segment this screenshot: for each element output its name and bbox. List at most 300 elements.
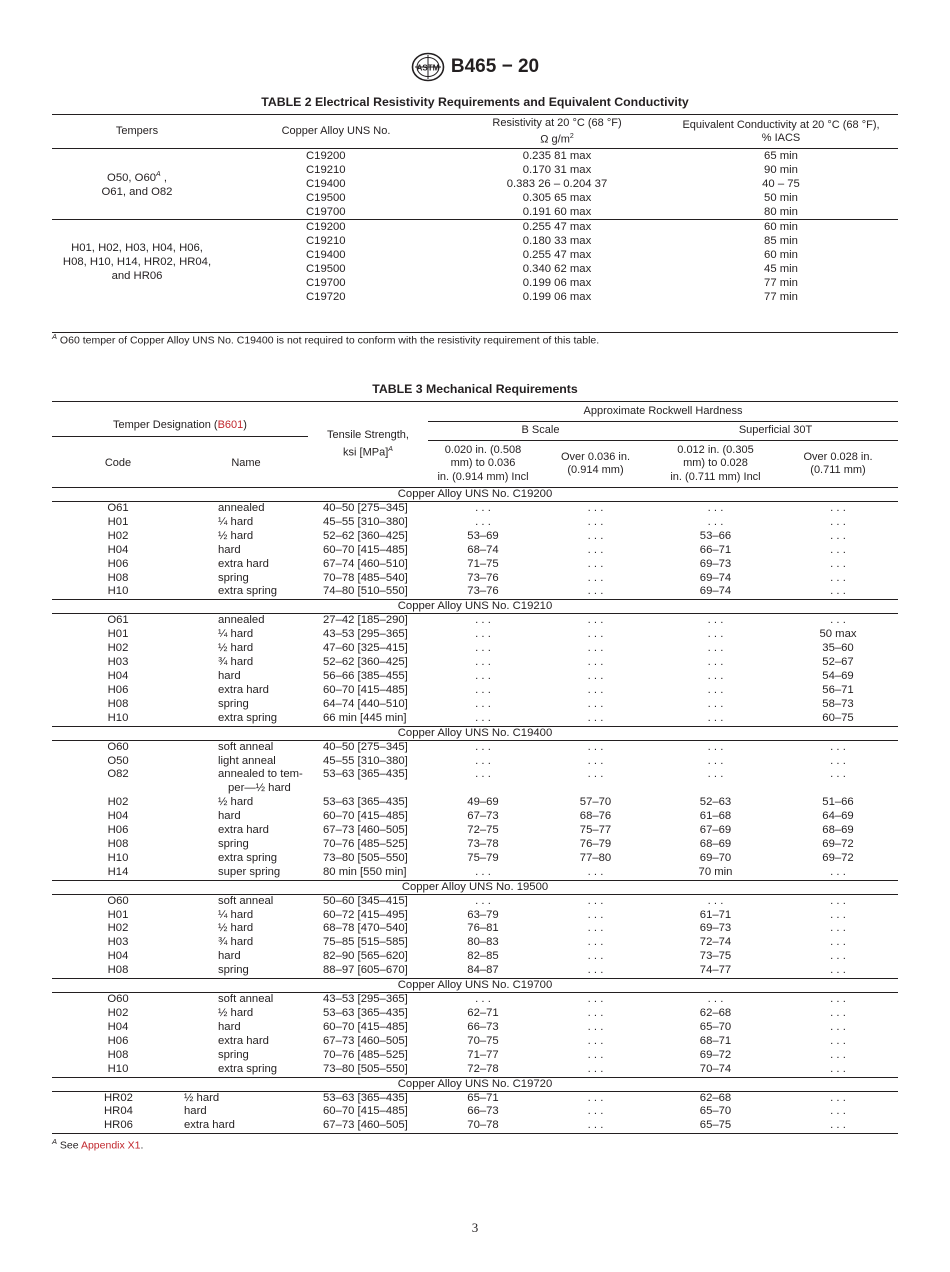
t3-tensile-cell: 60–70 [415–485] [323,810,408,823]
t3-tensile-cell: 52–62 [360–425] [323,529,408,542]
t3-tensile-cell: 47–60 [325–415] [323,642,408,655]
t3-code-cell: H02 [107,1007,129,1019]
t3-bscale-2-cell: . . . [587,1034,604,1047]
t3-tensile-cell: 67–73 [460–505] [323,1034,408,1047]
t3-30t-1-cell: 66–71 [699,543,732,556]
t3-30t-2-cell: . . . [830,543,846,556]
t3-name-cell: extra spring [218,1062,278,1075]
t3-row [52,950,898,964]
t3-name-cell: ½ hard [218,922,254,935]
t3-name-cell: ½ hard [218,529,254,542]
t3-name-cell: extra hard [218,1034,269,1047]
t3-header-code: Code [104,457,132,469]
t3-bscale-2-cell: . . . [587,1020,604,1033]
t3-name-cell: light anneal [218,754,276,767]
t3-name-cell: ¼ hard [218,908,254,921]
t3-30t-1-cell: 68–71 [699,1034,732,1047]
t3-name-cell: spring [218,837,249,850]
t3-tensile-cell: 45–55 [310–380] [323,515,408,528]
t3-row [52,964,898,978]
t3-30t-2-cell: . . . [830,1020,846,1033]
t2-conductivity-cell: 77 min [764,290,798,303]
t2-uns-cell: C19720 [306,290,346,303]
t3-30t-1-cell: 65–70 [699,1105,732,1118]
t3-code-cell: H03 [107,656,129,669]
t3-code-cell: H02 [107,529,129,542]
t3-code-cell: H01 [107,628,129,641]
t3-bscale-2-cell: . . . [587,993,604,1006]
t3-section-header [52,726,898,740]
t3-name-cell: hard [218,950,241,963]
t3-30t-1-cell: 69–73 [699,922,732,935]
t3-tensile-cell: 70–76 [485–525] [323,1048,408,1061]
t3-bscale-2-cell: . . . [587,697,604,710]
t3-30t-2-cell: . . . [830,936,846,949]
t3-bscale-1-cell: 53–69 [467,529,499,542]
t3-30t-1-cell: 67–69 [699,824,732,837]
t3-tensile-cell: 40–50 [275–345] [323,740,408,753]
t2-conductivity-cell: 65 min [764,149,798,162]
t3-code-cell: H06 [107,824,129,837]
t3-row [52,852,898,866]
t3-row [52,1105,898,1119]
t3-tensile-cell: 53–63 [365–435] [323,796,408,809]
t3-name-cell: annealed [218,502,265,514]
t3-30t-2-cell: . . . [830,908,846,921]
t3-name-cell: hard [218,810,241,823]
t3-code-cell: H08 [107,964,129,977]
t3-bscale-1-cell: . . . [475,740,491,753]
t3-bscale-2-cell: . . . [587,557,604,570]
t2-resistivity-cell: 0.340 62 max [522,262,592,275]
t3-30t-1-cell: . . . [707,669,724,682]
t3-code-cell: O60 [107,894,129,907]
t3-row [52,656,898,670]
t3-code-cell: H04 [107,1020,129,1033]
page-number: 3 [471,1220,479,1235]
t3-30t-2-cell: . . . [830,993,846,1006]
t3-30t-1-cell: . . . [707,993,724,1006]
t3-row [52,1119,898,1133]
t3-30t-2-cell: . . . [830,1105,846,1118]
t3-row [52,1035,898,1049]
t3-30t-2-cell: 69–72 [822,851,854,864]
t3-tensile-cell: 60–70 [415–485] [323,543,408,556]
t3-section-title: Copper Alloy UNS No. 19500 [52,880,898,894]
t3-tensile-cell: 67–73 [460–505] [323,1119,408,1132]
t3-name-cell: ½ hard [184,1091,220,1104]
t3-tensile-cell: 43–53 [295–365] [323,993,408,1006]
t3-30t-1-cell: 72–74 [699,936,732,949]
t3-bscale-2-cell: . . . [587,1062,604,1075]
t3-row [52,1091,898,1105]
t3-bscale-2-cell: . . . [587,1091,604,1104]
t3-tensile-cell: 27–42 [185–290] [323,614,408,627]
t3-row [52,642,898,656]
t3-30t-2-cell: 58–73 [822,697,854,710]
t3-bscale-1-cell: . . . [475,628,491,641]
t3-bscale-1-cell: . . . [475,683,491,696]
t3-code-cell: O60 [107,993,129,1006]
t3-bscale-1-cell: . . . [475,515,491,528]
t3-row [52,824,898,838]
t3-code-cell: H02 [107,922,129,935]
t3-row [52,740,898,754]
t3-30t-1-cell: . . . [707,754,724,767]
t3-header-name: Name [231,457,261,469]
t3-30t-1-cell: 70–74 [699,1062,732,1075]
t3-name-cell: hard [218,1020,241,1033]
t3-tensile-cell: 68–78 [470–540] [323,922,408,935]
t3-bscale-1-cell: 82–85 [467,950,499,963]
t3-name-cell: extra spring [218,851,278,864]
t3-30t-2-cell: . . . [830,865,846,878]
t3-bscale-1-cell: 65–71 [467,1091,499,1104]
t3-name-cell: ¾ hard [218,936,254,949]
t2-uns-cell: C19500 [306,262,346,275]
t2-uns-cell: C19200 [306,149,346,162]
t3-30t-2-cell: . . . [830,557,846,570]
t3-row [52,838,898,852]
t3-30t-2-cell: . . . [830,894,846,907]
t3-name-cell: ¼ hard [218,515,254,528]
t3-section-title: Copper Alloy UNS No. C19720 [52,1077,898,1091]
t3-tensile-cell: 64–74 [440–510] [323,697,408,710]
t3-name-cell: spring [218,571,249,584]
t3-30t-1-cell: . . . [707,614,724,627]
t3-code-cell: H08 [107,571,129,584]
t3-30t-2-cell: . . . [830,740,846,753]
t3-bscale-2-cell: . . . [587,711,604,724]
t3-bscale-1-cell: . . . [475,642,491,655]
t3-30t-2-cell: . . . [830,529,846,542]
t3-bscale-1-cell: . . . [475,865,491,878]
t2-row [52,148,898,163]
t3-name-cell: annealed [218,614,265,627]
table2-electrical-resistivity [52,114,898,333]
t3-bscale-2-cell: . . . [587,1048,604,1061]
t3-bscale-1-cell: 84–87 [467,964,499,977]
t3-bscale-1-cell: 66–73 [467,1020,499,1033]
t3-row [52,614,898,628]
t3-section-title: Copper Alloy UNS No. C19200 [52,488,898,502]
t3-header-b1: 0.020 in. (0.508 mm) to 0.036 in. (0.914 mm) Incl [437,443,529,483]
t3-section-title: Copper Alloy UNS No. C19400 [52,726,898,740]
t3-tensile-cell: 75–85 [515–585] [323,936,408,949]
t3-30t-2-cell: 52–67 [822,656,854,669]
t3-30t-2-cell: . . . [830,1034,846,1047]
t3-row [52,516,898,530]
t3-name-cell: extra hard [218,824,269,837]
t3-code-cell: H04 [107,950,129,963]
t3-code-cell: H08 [107,837,129,850]
t3-30t-1-cell: 69–74 [699,585,732,598]
t3-code-cell: H02 [107,796,129,809]
table2-footnote: $^A$ O60 temper of Copper Alloy UNS No. C19400 is not required to conform with the resistivity requirement of this table. [52,332,600,347]
t3-tensile-cell: 45–55 [310–380] [323,754,408,767]
t3-row [52,544,898,558]
t3-30t-1-cell: 62–68 [699,1007,732,1019]
t3-30t-2-cell: . . . [830,1091,846,1104]
t3-code-cell: H06 [107,1034,129,1047]
t3-bscale-1-cell: 73–76 [467,585,499,598]
t3-bscale-1-cell: 72–75 [467,824,499,837]
t3-bscale-1-cell: . . . [475,894,491,907]
t3-code-cell: H04 [107,669,129,682]
t3-row [52,810,898,824]
t3-tensile-cell: 67–73 [460–505] [323,824,408,837]
t3-30t-2-cell: . . . [830,754,846,767]
t3-30t-1-cell: 61–68 [699,810,732,823]
t3-30t-1-cell: 73–75 [699,950,732,963]
t3-row [52,909,898,923]
t3-bscale-2-cell: . . . [587,964,604,977]
t3-30t-1-cell: 65–70 [699,1020,732,1033]
t3-bscale-2-cell: . . . [587,908,604,921]
t3-bscale-1-cell: . . . [475,502,491,514]
t3-code-cell: H06 [107,557,129,570]
appendix-x1-link[interactable]: Appendix X1 [80,1139,141,1152]
t3-bscale-1-cell: . . . [475,656,491,669]
t3-tensile-cell: 53–63 [365–435] [323,768,408,781]
t2-resistivity-cell: 0.199 06 max [522,276,592,289]
t3-bscale-2-cell: 75–77 [579,824,612,837]
t3-bscale-1-cell: 73–76 [467,571,499,584]
t3-bscale-2-cell: . . . [587,754,604,767]
t3-name-cell: ½ hard [218,796,254,809]
t3-bscale-2-cell: 68–76 [579,810,612,823]
t3-30t-2-cell: . . . [830,1119,846,1132]
t3-code-cell: H01 [107,908,129,921]
t3-bscale-1-cell: 80–83 [467,936,499,949]
t3-bscale-1-cell: . . . [475,711,491,724]
t2-header-resistivity: Resistivity at 20 °C (68 °F) Ω $g/m^2$ [450,115,664,149]
t3-name-cell: extra spring [218,711,278,724]
t3-name-cell: soft anneal [218,740,274,753]
t3-row [52,585,898,599]
t3-code-cell: O60 [107,740,129,753]
t3-tensile-cell: 53–63 [365–435] [323,1091,408,1104]
t3-tensile-cell: 52–62 [360–425] [323,656,408,669]
t3-header-bscale: B Scale [428,422,653,441]
t3-row [52,712,898,726]
t3-row [52,698,898,712]
t2-spacer-row [52,304,898,333]
t3-bscale-1-cell: 62–71 [467,1007,499,1019]
t3-name-cell: hard [184,1105,207,1118]
t3-name-cell: super spring [218,865,281,878]
t2-uns-cell: C19210 [306,234,346,247]
t2-temper-group: O50, $O60^A$ , O61, and O82 [101,171,173,199]
t3-code-cell: HR06 [104,1119,133,1132]
t2-uns-cell: C19400 [306,248,346,261]
t2-conductivity-cell: 50 min [764,191,798,204]
t3-code-cell: O61 [107,614,129,627]
t3-30t-1-cell: . . . [707,683,724,696]
t3-30t-1-cell: . . . [707,697,724,710]
t3-bscale-1-cell: 75–79 [467,851,499,864]
t3-tensile-cell: 80 min [550 min] [323,865,407,878]
table2-title: TABLE 2 Electrical Resistivity Requirements and Equivalent Conductivity [261,95,689,109]
t3-bscale-2-cell: . . . [587,894,604,907]
t2-resistivity-cell: 0.255 47 max [522,248,592,261]
t3-section-header [52,488,898,502]
t3-name-cell: spring [218,1048,249,1061]
t3-30t-1-cell: 69–70 [699,851,732,864]
t3-bscale-2-cell: . . . [587,571,604,584]
t3-bscale-1-cell: 70–75 [467,1034,499,1047]
t3-30t-2-cell: . . . [830,502,846,514]
t3-code-cell: H08 [107,1048,129,1061]
t3-name-cell: extra hard [184,1119,235,1132]
t3-row [52,796,898,810]
t3-30t-2-cell: . . . [830,950,846,963]
t3-30t-2-cell: . . . [830,515,846,528]
t2-temper-group: H01, H02, H03, H04, H06, H08, H10, H14, HR02, HR04, and HR06 [52,219,222,304]
t3-30t-2-cell: . . . [830,922,846,935]
t3-code-cell: O50 [107,754,129,767]
t3-row [52,572,898,586]
t3-code-cell: H10 [107,585,129,598]
t3-row [52,755,898,769]
t3-header-approx-rockwell: Approximate Rockwell Hardness [428,402,898,422]
t3-bscale-1-cell: . . . [475,768,491,781]
t3-code-cell: H06 [107,683,129,696]
t3-section-title: Copper Alloy UNS No. C19210 [52,600,898,614]
t3-30t-2-cell: 68–69 [822,824,854,837]
t3-bscale-2-cell: . . . [587,768,604,781]
t3-section-header [52,600,898,614]
t3-30t-1-cell: 53–66 [699,529,732,542]
table3-footnote: $^A$ See Appendix X1. [52,1137,144,1152]
t3-tensile-cell: 82–90 [565–620] [323,950,408,963]
t3-bscale-2-cell: . . . [587,865,604,878]
t3-code-cell: H03 [107,936,129,949]
t3-section-header [52,979,898,993]
t2-conductivity-cell: 80 min [764,205,798,218]
t3-name-cell: soft anneal [218,894,274,907]
t3-bscale-1-cell: . . . [475,669,491,682]
t2-conductivity-cell: 90 min [764,163,798,176]
t3-30t-2-cell: 51–66 [822,796,854,809]
t3-30t-2-cell: . . . [830,768,846,781]
t3-30t-1-cell: 61–71 [699,908,732,921]
t3-tensile-cell: 70–76 [485–525] [323,837,408,850]
t3-row [52,684,898,698]
t3-bscale-2-cell: . . . [587,1105,604,1118]
t3-bscale-1-cell: 70–78 [467,1119,499,1132]
t3-bscale-2-cell: . . . [587,1119,604,1132]
t3-bscale-2-cell: . . . [587,529,604,542]
t2-resistivity-cell: 0.255 47 max [450,219,664,234]
t3-code-cell: H04 [107,543,129,556]
t3-bscale-1-cell: . . . [475,697,491,710]
t3-30t-2-cell: . . . [830,1048,846,1061]
t3-30t-2-cell: 50 max [819,628,857,641]
t3-bscale-1-cell: 63–79 [467,908,499,921]
t2-uns-cell: C19700 [306,276,346,289]
t3-30t-2-cell: . . . [830,585,846,598]
t3-name-cell: extra hard [218,683,269,696]
t3-bscale-1-cell: 72–78 [467,1062,499,1075]
t3-name-cell: extra hard [218,557,269,570]
t3-30t-2-cell: 56–71 [822,683,854,696]
t3-row [52,530,898,544]
t2-uns-cell: C19200 [222,219,450,234]
t3-bscale-2-cell: . . . [587,922,604,935]
t3-bscale-1-cell: 66–73 [467,1105,499,1118]
document-designation: B465 − 20 [450,56,540,77]
t2-header-conductivity: Equivalent Conductivity at 20 °C (68 °F), % IACS [664,115,898,149]
t3-section-header [52,1077,898,1091]
t3-bscale-2-cell: 77–80 [579,851,612,864]
t2-conductivity-cell: 60 min [764,248,798,261]
t2-header-uns: Copper Alloy UNS No. [222,115,450,149]
t2-resistivity-cell: 0.235 81 max [522,149,592,162]
t3-code-cell: H10 [107,851,129,864]
t3-header-superficial-30t: Superficial 30T [653,422,898,441]
t3-code-cell: HR02 [104,1091,133,1104]
t2-uns-cell: C19500 [306,191,346,204]
t3-bscale-1-cell: 68–74 [467,543,499,556]
t3-30t-1-cell: . . . [707,515,724,528]
t3-bscale-1-cell: 76–81 [467,922,499,935]
t3-bscale-2-cell: . . . [587,656,604,669]
t3-bscale-2-cell: . . . [587,740,604,753]
t3-30t-1-cell: 69–72 [699,1048,732,1061]
t3-bscale-2-cell: . . . [587,628,604,641]
b601-link[interactable]: B601 [217,419,244,432]
t3-tensile-cell: 67–74 [460–510] [323,557,408,570]
t3-30t-1-cell: . . . [707,894,724,907]
t3-tensile-cell: 60–70 [415–485] [323,1105,408,1118]
t3-code-cell: H01 [107,515,129,528]
t3-header-tensile: Tensile Strength, ksi [MPa]$^A$ [327,429,409,459]
t3-tensile-cell: 43–53 [295–365] [323,628,408,641]
t3-bscale-1-cell: 49–69 [467,796,499,809]
t3-bscale-2-cell: . . . [587,683,604,696]
t3-tensile-cell: 73–80 [505–550] [323,1062,408,1075]
t3-section-header [52,880,898,894]
t3-section-title: Copper Alloy UNS No. C19700 [52,979,898,993]
t3-bscale-2-cell: . . . [587,502,604,514]
t3-tensile-cell: 40–50 [275–345] [323,502,408,514]
t3-bscale-1-cell: . . . [475,754,491,767]
t3-code-cell: O61 [107,502,129,514]
t3-30t-2-cell: 64–69 [822,810,854,823]
t3-name-cell: ½ hard [218,1007,254,1019]
t3-30t-1-cell: . . . [707,711,724,724]
t3-bscale-2-cell: . . . [587,585,604,598]
t3-tensile-cell: 73–80 [505–550] [323,851,408,864]
t3-bscale-1-cell: 67–73 [467,810,499,823]
t3-30t-2-cell: 60–75 [822,711,854,724]
t2-uns-cell: C19210 [306,163,346,176]
t3-row [52,993,898,1007]
t3-30t-1-cell: . . . [707,740,724,753]
t3-30t-2-cell: . . . [830,614,846,627]
t3-tensile-cell: 53–63 [365–435] [323,1007,408,1019]
t3-row [52,1007,898,1021]
t2-conductivity-cell: 45 min [764,262,798,275]
t3-code-cell: H10 [107,711,129,724]
t3-tensile-cell: 74–80 [510–550] [323,585,408,598]
t3-30t-1-cell: . . . [707,502,724,514]
t3-code-cell: H14 [107,865,129,878]
t3-name-cell: soft anneal [218,993,274,1006]
t2-conductivity-cell: 85 min [764,234,798,247]
t3-tensile-cell: 60–72 [415–495] [323,908,408,921]
